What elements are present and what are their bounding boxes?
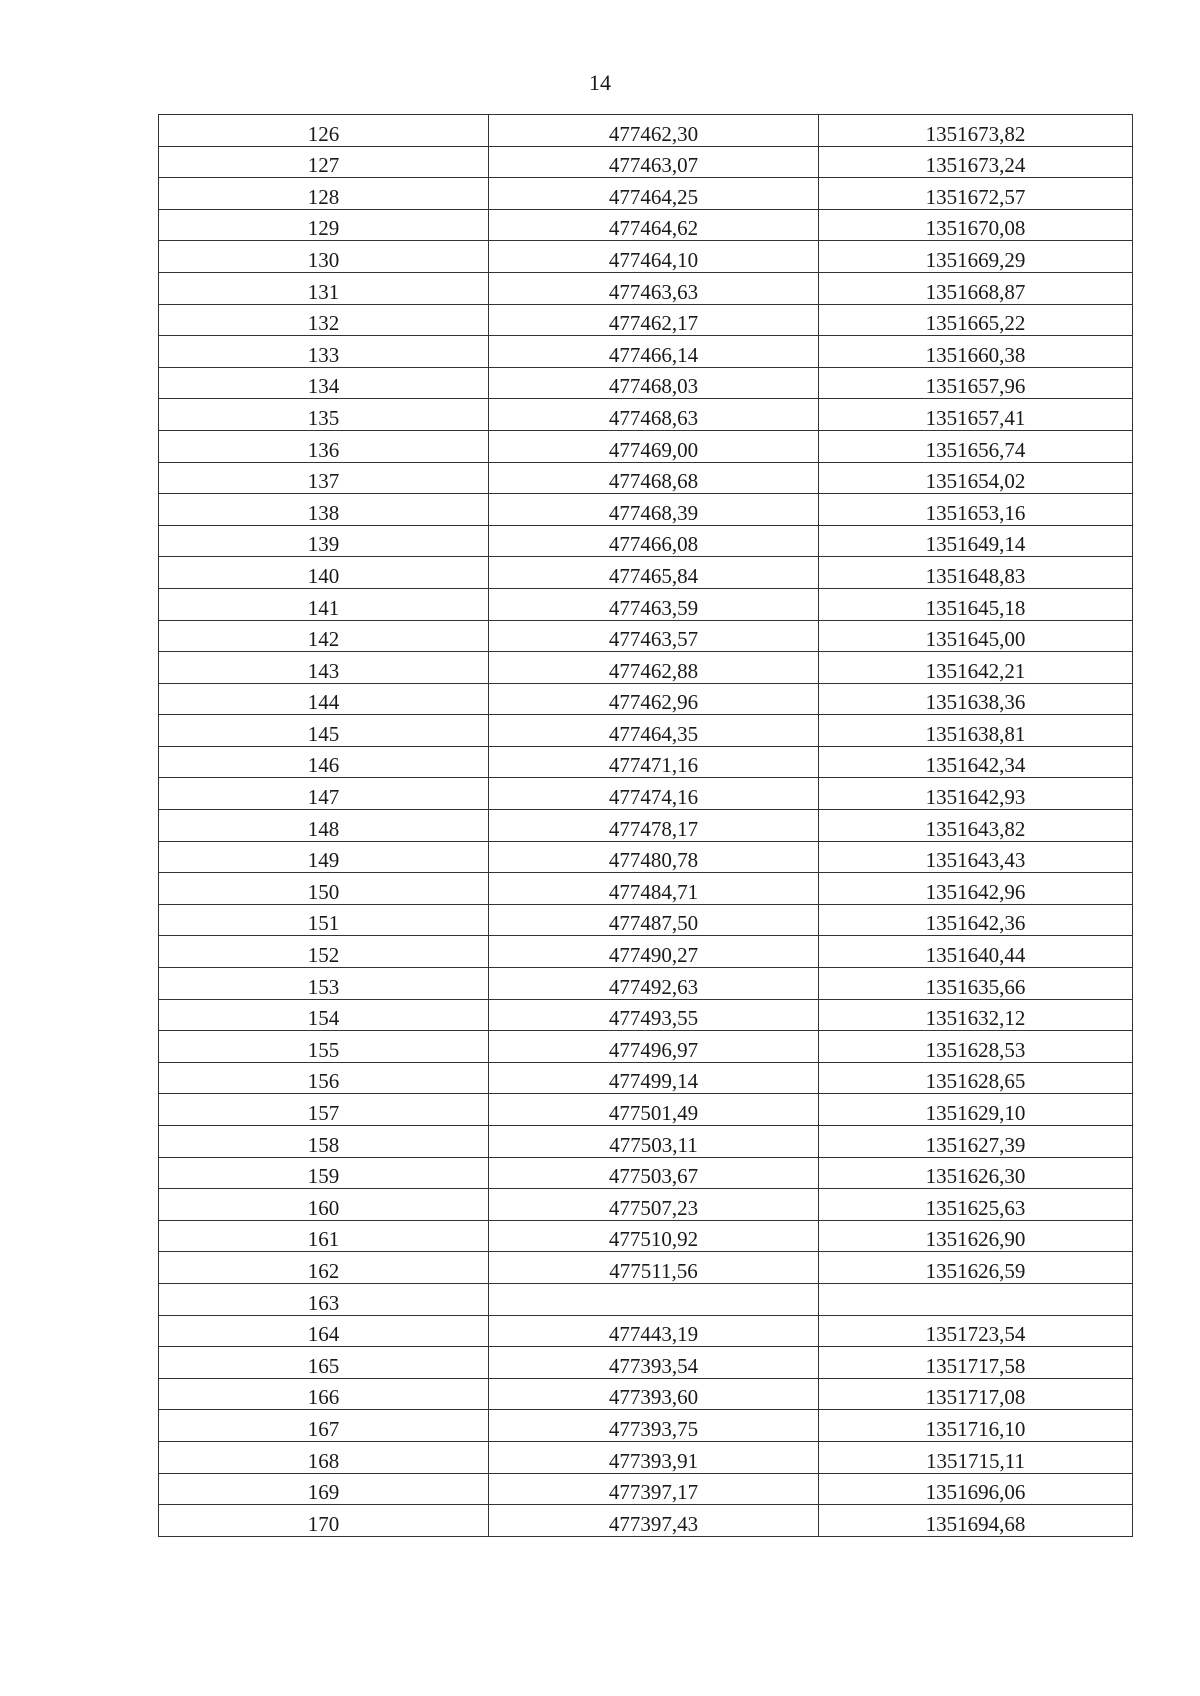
point-number-cell: 170	[159, 1505, 489, 1537]
point-number-cell: 167	[159, 1410, 489, 1442]
table-row	[159, 304, 1133, 336]
x-coordinate-cell: 477463,59	[489, 588, 819, 620]
y-coordinate-cell: 1351629,10	[819, 1094, 1133, 1126]
point-number-cell: 136	[159, 430, 489, 462]
table-row	[159, 557, 1133, 589]
table-row	[159, 1094, 1133, 1126]
point-number-cell: 161	[159, 1220, 489, 1252]
table-row	[159, 1189, 1133, 1221]
table-row	[159, 115, 1133, 147]
table-row	[159, 904, 1133, 936]
point-number-cell: 162	[159, 1252, 489, 1284]
y-coordinate-cell: 1351628,65	[819, 1062, 1133, 1094]
table-row	[159, 178, 1133, 210]
table-row	[159, 588, 1133, 620]
x-coordinate-cell: 477490,27	[489, 936, 819, 968]
point-number-cell: 142	[159, 620, 489, 652]
table-row	[159, 778, 1133, 810]
table-row	[159, 1220, 1133, 1252]
table-row	[159, 1252, 1133, 1284]
point-number-cell: 148	[159, 810, 489, 842]
y-coordinate-cell: 1351638,36	[819, 683, 1133, 715]
y-coordinate-cell: 1351657,96	[819, 367, 1133, 399]
y-coordinate-cell: 1351645,18	[819, 588, 1133, 620]
coordinates-table	[158, 114, 1133, 1537]
table-body	[159, 115, 1133, 1537]
y-coordinate-cell: 1351717,58	[819, 1347, 1133, 1379]
x-coordinate-cell: 477503,67	[489, 1157, 819, 1189]
x-coordinate-cell: 477499,14	[489, 1062, 819, 1094]
x-coordinate-cell: 477463,07	[489, 146, 819, 178]
y-coordinate-cell: 1351642,21	[819, 652, 1133, 684]
y-coordinate-cell: 1351649,14	[819, 525, 1133, 557]
y-coordinate-cell: 1351635,66	[819, 968, 1133, 1000]
y-coordinate-cell: 1351627,39	[819, 1126, 1133, 1158]
point-number-cell: 169	[159, 1473, 489, 1505]
table-row	[159, 209, 1133, 241]
point-number-cell: 143	[159, 652, 489, 684]
x-coordinate-cell: 477465,84	[489, 557, 819, 589]
point-number-cell: 129	[159, 209, 489, 241]
y-coordinate-cell: 1351643,82	[819, 810, 1133, 842]
table-row	[159, 1473, 1133, 1505]
y-coordinate-cell: 1351673,24	[819, 146, 1133, 178]
x-coordinate-cell: 477468,03	[489, 367, 819, 399]
x-coordinate-cell: 477393,75	[489, 1410, 819, 1442]
x-coordinate-cell: 477468,39	[489, 494, 819, 526]
point-number-cell: 135	[159, 399, 489, 431]
y-coordinate-cell: 1351723,54	[819, 1315, 1133, 1347]
point-number-cell: 160	[159, 1189, 489, 1221]
table-row	[159, 746, 1133, 778]
point-number-cell: 128	[159, 178, 489, 210]
y-coordinate-cell: 1351632,12	[819, 999, 1133, 1031]
y-coordinate-cell: 1351715,11	[819, 1441, 1133, 1473]
table-row	[159, 810, 1133, 842]
x-coordinate-cell: 477487,50	[489, 904, 819, 936]
table-row	[159, 715, 1133, 747]
point-number-cell: 154	[159, 999, 489, 1031]
y-coordinate-cell: 1351716,10	[819, 1410, 1133, 1442]
point-number-cell: 158	[159, 1126, 489, 1158]
table-row	[159, 1378, 1133, 1410]
y-coordinate-cell: 1351653,16	[819, 494, 1133, 526]
x-coordinate-cell: 477393,91	[489, 1441, 819, 1473]
table-row	[159, 399, 1133, 431]
x-coordinate-cell: 477466,08	[489, 525, 819, 557]
x-coordinate-cell: 477397,17	[489, 1473, 819, 1505]
x-coordinate-cell: 477469,00	[489, 430, 819, 462]
y-coordinate-cell: 1351672,57	[819, 178, 1133, 210]
y-coordinate-cell: 1351626,59	[819, 1252, 1133, 1284]
x-coordinate-cell: 477507,23	[489, 1189, 819, 1221]
point-number-cell: 152	[159, 936, 489, 968]
point-number-cell: 147	[159, 778, 489, 810]
x-coordinate-cell: 477501,49	[489, 1094, 819, 1126]
point-number-cell: 153	[159, 968, 489, 1000]
table-row	[159, 683, 1133, 715]
y-coordinate-cell: 1351645,00	[819, 620, 1133, 652]
y-coordinate-cell: 1351696,06	[819, 1473, 1133, 1505]
point-number-cell: 132	[159, 304, 489, 336]
point-number-cell: 168	[159, 1441, 489, 1473]
point-number-cell: 155	[159, 1031, 489, 1063]
x-coordinate-cell: 477471,16	[489, 746, 819, 778]
x-coordinate-cell	[489, 1283, 819, 1315]
point-number-cell: 139	[159, 525, 489, 557]
x-coordinate-cell: 477484,71	[489, 873, 819, 905]
point-number-cell: 151	[159, 904, 489, 936]
y-coordinate-cell: 1351657,41	[819, 399, 1133, 431]
table-row	[159, 241, 1133, 273]
y-coordinate-cell: 1351638,81	[819, 715, 1133, 747]
point-number-cell: 137	[159, 462, 489, 494]
y-coordinate-cell: 1351694,68	[819, 1505, 1133, 1537]
y-coordinate-cell: 1351665,22	[819, 304, 1133, 336]
table-row	[159, 873, 1133, 905]
table-row	[159, 968, 1133, 1000]
x-coordinate-cell: 477464,25	[489, 178, 819, 210]
point-number-cell: 146	[159, 746, 489, 778]
y-coordinate-cell: 1351628,53	[819, 1031, 1133, 1063]
table-row	[159, 1031, 1133, 1063]
table-row	[159, 936, 1133, 968]
point-number-cell: 138	[159, 494, 489, 526]
point-number-cell: 149	[159, 841, 489, 873]
table-row	[159, 367, 1133, 399]
x-coordinate-cell: 477462,88	[489, 652, 819, 684]
y-coordinate-cell: 1351654,02	[819, 462, 1133, 494]
x-coordinate-cell: 477474,16	[489, 778, 819, 810]
point-number-cell: 134	[159, 367, 489, 399]
table-row	[159, 1283, 1133, 1315]
y-coordinate-cell: 1351670,08	[819, 209, 1133, 241]
x-coordinate-cell: 477462,96	[489, 683, 819, 715]
point-number-cell: 156	[159, 1062, 489, 1094]
y-coordinate-cell: 1351642,34	[819, 746, 1133, 778]
point-number-cell: 157	[159, 1094, 489, 1126]
table-row	[159, 1441, 1133, 1473]
table-row	[159, 1126, 1133, 1158]
x-coordinate-cell: 477462,17	[489, 304, 819, 336]
x-coordinate-cell: 477463,57	[489, 620, 819, 652]
point-number-cell: 127	[159, 146, 489, 178]
x-coordinate-cell: 477478,17	[489, 810, 819, 842]
table-row	[159, 1505, 1133, 1537]
x-coordinate-cell: 477464,35	[489, 715, 819, 747]
point-number-cell: 144	[159, 683, 489, 715]
page-number: 14	[589, 70, 611, 95]
x-coordinate-cell: 477503,11	[489, 1126, 819, 1158]
table-row	[159, 272, 1133, 304]
x-coordinate-cell: 477463,63	[489, 272, 819, 304]
x-coordinate-cell: 477464,62	[489, 209, 819, 241]
point-number-cell: 141	[159, 588, 489, 620]
x-coordinate-cell: 477511,56	[489, 1252, 819, 1284]
y-coordinate-cell: 1351626,30	[819, 1157, 1133, 1189]
y-coordinate-cell: 1351673,82	[819, 115, 1133, 147]
x-coordinate-cell: 477397,43	[489, 1505, 819, 1537]
y-coordinate-cell: 1351642,93	[819, 778, 1133, 810]
table-row	[159, 146, 1133, 178]
y-coordinate-cell: 1351669,29	[819, 241, 1133, 273]
table-row	[159, 1062, 1133, 1094]
table-row	[159, 525, 1133, 557]
table-row	[159, 462, 1133, 494]
point-number-cell: 150	[159, 873, 489, 905]
y-coordinate-cell	[819, 1283, 1133, 1315]
table-row	[159, 336, 1133, 368]
y-coordinate-cell: 1351643,43	[819, 841, 1133, 873]
y-coordinate-cell: 1351648,83	[819, 557, 1133, 589]
point-number-cell: 165	[159, 1347, 489, 1379]
x-coordinate-cell: 477464,10	[489, 241, 819, 273]
table-row	[159, 494, 1133, 526]
table-row	[159, 999, 1133, 1031]
table-row	[159, 1347, 1133, 1379]
table-row	[159, 430, 1133, 462]
x-coordinate-cell: 477468,63	[489, 399, 819, 431]
point-number-cell: 133	[159, 336, 489, 368]
x-coordinate-cell: 477496,97	[489, 1031, 819, 1063]
x-coordinate-cell: 477510,92	[489, 1220, 819, 1252]
point-number-cell: 130	[159, 241, 489, 273]
y-coordinate-cell: 1351717,08	[819, 1378, 1133, 1410]
x-coordinate-cell: 477443,19	[489, 1315, 819, 1347]
x-coordinate-cell: 477393,60	[489, 1378, 819, 1410]
y-coordinate-cell: 1351660,38	[819, 336, 1133, 368]
table-row	[159, 841, 1133, 873]
y-coordinate-cell: 1351656,74	[819, 430, 1133, 462]
table-row	[159, 620, 1133, 652]
table-row	[159, 1315, 1133, 1347]
point-number-cell: 166	[159, 1378, 489, 1410]
point-number-cell: 126	[159, 115, 489, 147]
y-coordinate-cell: 1351640,44	[819, 936, 1133, 968]
point-number-cell: 163	[159, 1283, 489, 1315]
table-row	[159, 1410, 1133, 1442]
x-coordinate-cell: 477493,55	[489, 999, 819, 1031]
x-coordinate-cell: 477466,14	[489, 336, 819, 368]
y-coordinate-cell: 1351668,87	[819, 272, 1133, 304]
y-coordinate-cell: 1351642,36	[819, 904, 1133, 936]
table-row	[159, 1157, 1133, 1189]
y-coordinate-cell: 1351625,63	[819, 1189, 1133, 1221]
point-number-cell: 140	[159, 557, 489, 589]
point-number-cell: 145	[159, 715, 489, 747]
y-coordinate-cell: 1351626,90	[819, 1220, 1133, 1252]
point-number-cell: 164	[159, 1315, 489, 1347]
x-coordinate-cell: 477393,54	[489, 1347, 819, 1379]
x-coordinate-cell: 477492,63	[489, 968, 819, 1000]
x-coordinate-cell: 477462,30	[489, 115, 819, 147]
table-row	[159, 652, 1133, 684]
x-coordinate-cell: 477468,68	[489, 462, 819, 494]
point-number-cell: 131	[159, 272, 489, 304]
y-coordinate-cell: 1351642,96	[819, 873, 1133, 905]
x-coordinate-cell: 477480,78	[489, 841, 819, 873]
point-number-cell: 159	[159, 1157, 489, 1189]
